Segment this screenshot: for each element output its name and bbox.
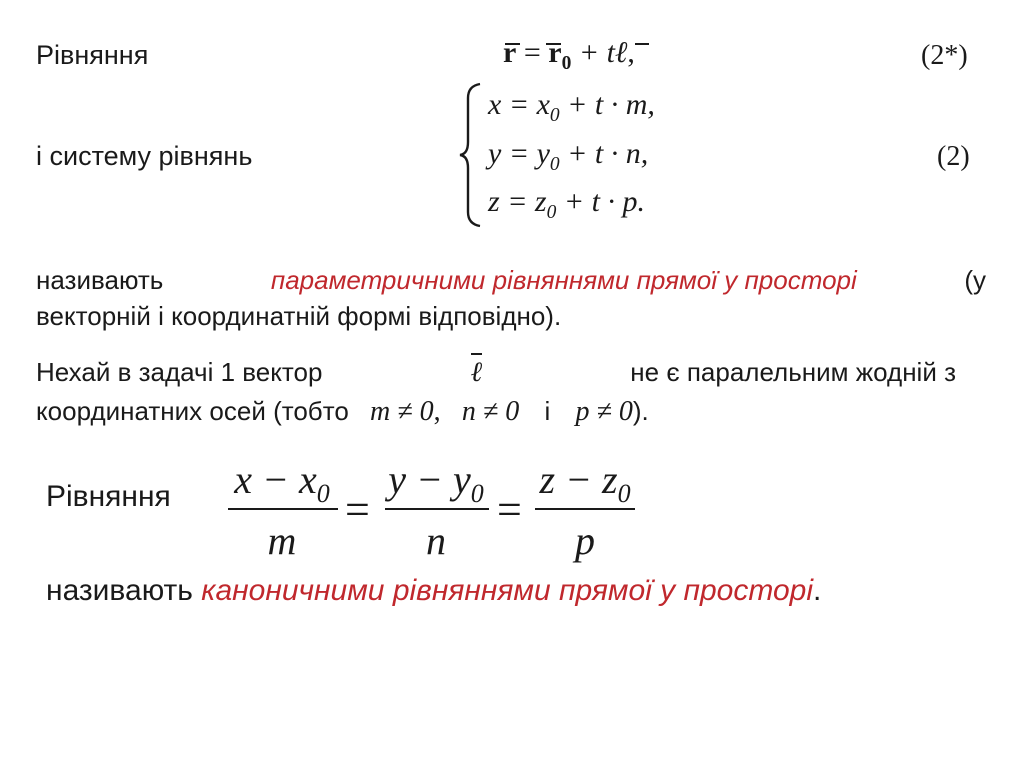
fraction-z	[533, 456, 637, 564]
para2-start: Нехай в задачі 1 вектор	[36, 357, 323, 387]
system-rest-z: = z	[499, 185, 547, 218]
system-var-y: y	[488, 137, 502, 170]
fraction-x-den: m	[267, 518, 297, 563]
paragraph-parametric	[36, 262, 986, 334]
fraction-y-num-sub: 0	[470, 479, 484, 509]
fraction-z-num-text: z − z	[539, 457, 618, 502]
paragraph-parametric-line2: векторній і координатній формі відповідно).	[36, 301, 562, 331]
system-var-x: x	[488, 88, 502, 121]
system-sub-z: 0	[546, 201, 557, 223]
fraction-y-num	[383, 456, 489, 509]
left-brace-icon	[458, 82, 484, 228]
vector-equation	[503, 36, 635, 74]
system-rest-y: = y	[501, 137, 550, 170]
para1-end: (у	[964, 265, 986, 295]
system-tail-z: + t · p.	[556, 185, 645, 218]
eq-number-2star: (2*)	[921, 40, 968, 71]
eq-number-2: (2)	[937, 141, 970, 172]
system-var-z: z	[488, 185, 500, 218]
cond-p: p ≠ 0	[575, 396, 633, 427]
para2-vector-bar	[471, 353, 483, 355]
vector-r0	[548, 36, 572, 74]
vector-bar-ell	[635, 43, 649, 45]
fraction-x	[226, 456, 338, 564]
fraction-line-x	[228, 508, 338, 510]
para2-vector-ell	[471, 355, 483, 391]
cond-sep1: ,	[433, 396, 441, 427]
plus-t: + t	[578, 36, 615, 69]
fraction-z-num-sub: 0	[617, 479, 631, 509]
system-row-z	[488, 185, 645, 223]
fraction-y-num-text: y − y	[388, 457, 471, 502]
equals-sign-1: =	[345, 485, 370, 534]
fraction-line-z	[535, 508, 635, 510]
para3-highlight: каноничними рівняннями прямої у просторі	[201, 574, 814, 607]
vector-ell: ℓ	[614, 36, 628, 69]
para1-highlight: параметричними рівняннями прямої у просторі	[270, 265, 857, 295]
equals-sign-2: =	[497, 485, 522, 534]
para3-end: .	[813, 574, 822, 607]
paragraph-condition-line2	[36, 393, 956, 430]
fraction-x-num-text: x − x	[234, 457, 317, 502]
system-tail-x: + t · m,	[559, 88, 655, 121]
system-row-x	[488, 88, 655, 126]
system-row-y	[488, 137, 649, 175]
cond-n: n ≠ 0	[461, 396, 520, 427]
cond-sep2: і	[544, 396, 551, 426]
system-sub-x: 0	[549, 104, 560, 126]
vector-r: r	[503, 36, 517, 69]
fraction-z-den: p	[575, 518, 595, 563]
label-system: і систему рівнянь	[36, 141, 253, 171]
para2-end: не є паралельним жодній з	[630, 357, 956, 387]
vector-r0-sub: 0	[561, 52, 572, 74]
fraction-y	[383, 456, 489, 564]
fraction-y-den: n	[426, 518, 446, 563]
para2-line2-start: координатних осей (тобто	[36, 396, 349, 426]
fraction-line-y	[385, 508, 489, 510]
fraction-x-num	[226, 456, 338, 509]
label-rivnyannya-1: Рівняння	[36, 40, 149, 70]
system-tail-y: + t · n,	[559, 137, 649, 170]
vector-bar-r	[505, 43, 520, 45]
fraction-x-num-sub: 0	[316, 479, 330, 509]
system-sub-y: 0	[549, 153, 560, 175]
para1-start: називають	[36, 265, 164, 295]
system-rest-x: = x	[501, 88, 550, 121]
para3-start: називають	[46, 574, 193, 607]
fraction-z-num	[533, 456, 637, 509]
paragraph-condition	[36, 354, 956, 430]
para2-line2-end: ).	[632, 396, 649, 426]
para2-vector-ell-glyph: ℓ	[470, 357, 483, 388]
equals-sign: =	[523, 36, 541, 69]
paragraph-condition-line1	[36, 354, 956, 391]
vector-bar-r0	[546, 43, 561, 45]
cond-m: m ≠ 0	[370, 396, 434, 427]
label-rivnyannya-2: Рівняння	[46, 480, 171, 513]
vector-r0-letter: r	[548, 36, 562, 69]
paragraph-canonical	[46, 574, 821, 608]
paragraph-parametric-line1	[36, 262, 986, 298]
comma: ,	[627, 36, 635, 69]
